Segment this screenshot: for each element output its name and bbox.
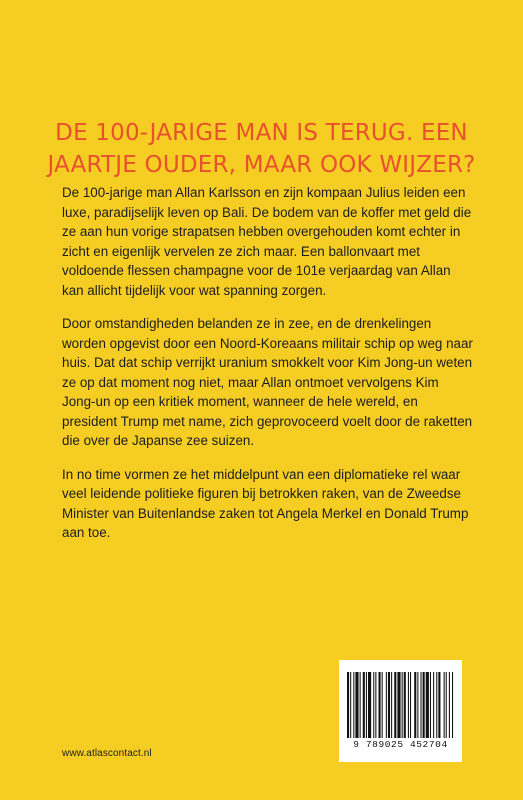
barcode-bar xyxy=(433,672,434,738)
barcode-bar xyxy=(386,672,387,738)
blurb-paragraph-1: De 100-jarige man Allan Karlsson en zijn kompaan Julius leiden een luxe, paradijselijk leven op Bali. De bodem van de koffer met geld die ze aan hun vorige strapatsen hebben overgehouden komt echter in zicht en eigenlijk vervelen ze zich maar. Een ballonvaart met voldoende flessen champagne voor de 101e verjaardag van Allan kan allicht tijdelijk voor wat spanning zorgen. xyxy=(62,185,472,298)
headline-line-1: DE 100-JARIGE MAN IS TERUG. EEN xyxy=(55,120,468,147)
barcode-bar xyxy=(397,672,400,738)
barcode-bar xyxy=(388,672,390,738)
headline-line-2: JAARTJE OUDER, MAAR OOK WIJZER? xyxy=(47,152,476,179)
barcode-bar xyxy=(452,672,453,738)
barcode-bar xyxy=(404,672,406,738)
barcode xyxy=(339,660,462,762)
blurb xyxy=(62,183,474,557)
barcode-bar xyxy=(421,672,422,738)
barcode-bar xyxy=(394,672,396,738)
barcode-bar xyxy=(347,672,349,738)
barcode-bar xyxy=(438,672,440,738)
barcode-bar xyxy=(402,672,403,738)
barcode-bar xyxy=(436,672,437,738)
barcode-bar xyxy=(366,672,367,738)
barcode-bar xyxy=(449,672,450,738)
blurb-paragraph-3: In no time vormen ze het middelpunt van een diplomatieke rel waar veel leidende politieke figuren bij betrokken raken, van de Zweedse Minister van Buitenlandse zaken tot Angela Merkel en Donald Trump aan toe. xyxy=(62,466,469,540)
barcode-bar xyxy=(373,672,374,738)
barcode-bar xyxy=(375,672,376,738)
barcode-bar xyxy=(391,672,392,738)
barcode-bar xyxy=(426,672,429,738)
barcode-bar xyxy=(408,672,409,738)
publisher-url: www.atlascontact.nl xyxy=(62,748,152,759)
barcode-bar xyxy=(417,672,418,738)
barcode-bar xyxy=(382,672,383,738)
barcode-bar xyxy=(430,672,431,738)
barcode-bar xyxy=(423,672,425,738)
barcode-bar xyxy=(410,672,411,738)
barcode-bar xyxy=(355,672,358,738)
barcode-bar xyxy=(379,672,381,738)
isbn-number: 9 789025 452704 xyxy=(353,739,448,750)
barcode-bar xyxy=(360,672,361,738)
barcode-bars xyxy=(347,672,454,738)
barcode-bar xyxy=(446,672,447,738)
barcode-bar xyxy=(414,672,416,738)
barcode-bar xyxy=(363,672,365,738)
barcode-bar xyxy=(444,672,445,738)
headline xyxy=(0,117,523,181)
blurb-paragraph-2: Door omstandigheden belanden ze in zee, en de drenkelingen worden opgevist door een Noord-Koreaans militair schip op weg naar huis. Dat dat schip verrijkt uranium smokkelt voor Kim Jong-un weten ze op dat moment nog niet, maar Allan ontmoet vervolgens Kim Jong-un op een kritiek moment, wanneer de hele wereld, en president Trump met name, zich geprovoceerd voelt door de raketten die over de Japanse zee suizen. xyxy=(62,316,473,448)
barcode-bar xyxy=(368,672,371,738)
barcode-bar xyxy=(353,672,354,738)
barcode-bar xyxy=(350,672,351,738)
